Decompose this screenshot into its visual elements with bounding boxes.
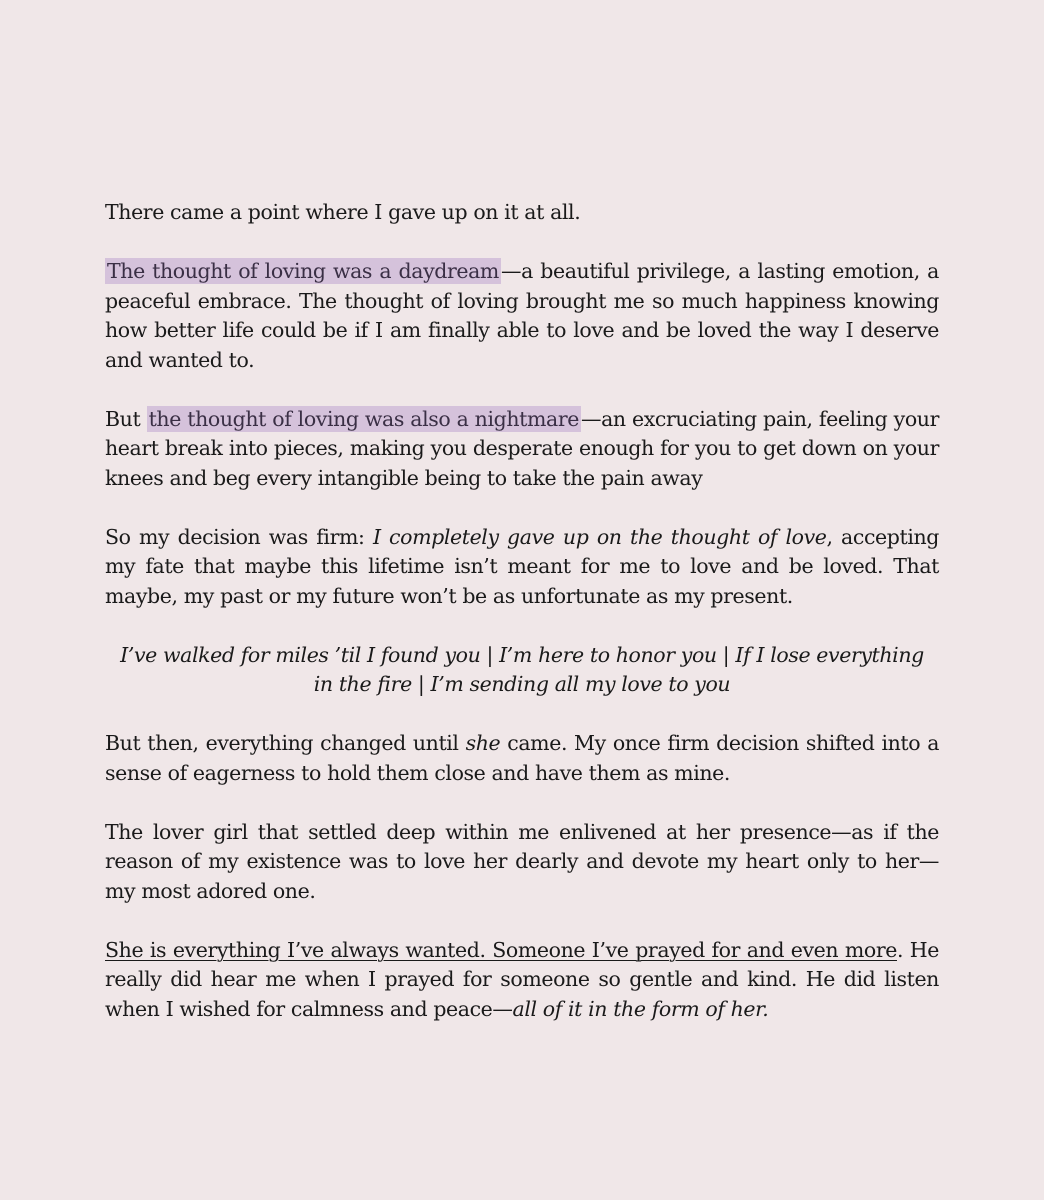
paragraph-7 <box>105 936 939 1025</box>
paragraph-1: There came a point where I gave up on it at all. <box>105 200 581 224</box>
paragraph-text: —an excruciating pain, feeling your heart break into pieces, making you desperate enough for you to get down on your knees and beg every intangible being to take the pain away <box>105 406 939 490</box>
highlighted-text: the thought of loving was also a nightmare <box>148 406 579 431</box>
underlined-text: She is everything I’ve always wanted. Someone I’ve prayed for and even more <box>105 937 897 962</box>
paragraph-text: . He really did hear me when I prayed for someone so gentle and kind. He did listen when I wished for calmness and peace— <box>105 937 939 1021</box>
document-body <box>105 198 939 1054</box>
lyrics-quote: I’ve walked for miles ’til I found you | I’m here to honor you | If I lose everything in the fire | I’m sending all my love to you <box>120 642 924 696</box>
paragraph-3 <box>105 405 939 494</box>
paragraph-4 <box>105 523 939 612</box>
paragraph-2 <box>105 257 939 375</box>
paragraph-text: came. My once firm decision shifted into a sense of eagerness to hold them close and have them as mine. <box>105 731 940 785</box>
paragraph-text: , accepting my fate that maybe this lifetime isn’t meant for me to love and be loved. That maybe, my past or my future won’t be as unfortunate as my present. <box>105 524 940 608</box>
paragraph-text: So my decision was firm: <box>105 524 373 549</box>
paragraph-6: The lover girl that settled deep within me enlivened at her presence—as if the reason of my existence was to love her dearly and devote my heart only to her—my most adored one. <box>105 819 939 903</box>
paragraph-5 <box>105 729 939 788</box>
italic-text: I completely gave up on the thought of love <box>372 524 827 549</box>
italic-text: all of it in the form of her. <box>512 996 769 1021</box>
highlighted-text: The thought of loving was a daydream <box>107 259 499 283</box>
paragraph-text: But then, everything changed until <box>105 731 466 755</box>
paragraph-text: But <box>105 406 147 431</box>
paragraph-text: —a beautiful privilege, a lasting emotion, a peaceful embrace. The thought of loving brought me so much happiness knowing how better life could be if I am finally able to love and be loved the way I deserve and wanted to. <box>105 259 940 372</box>
italic-text: she <box>465 731 501 755</box>
